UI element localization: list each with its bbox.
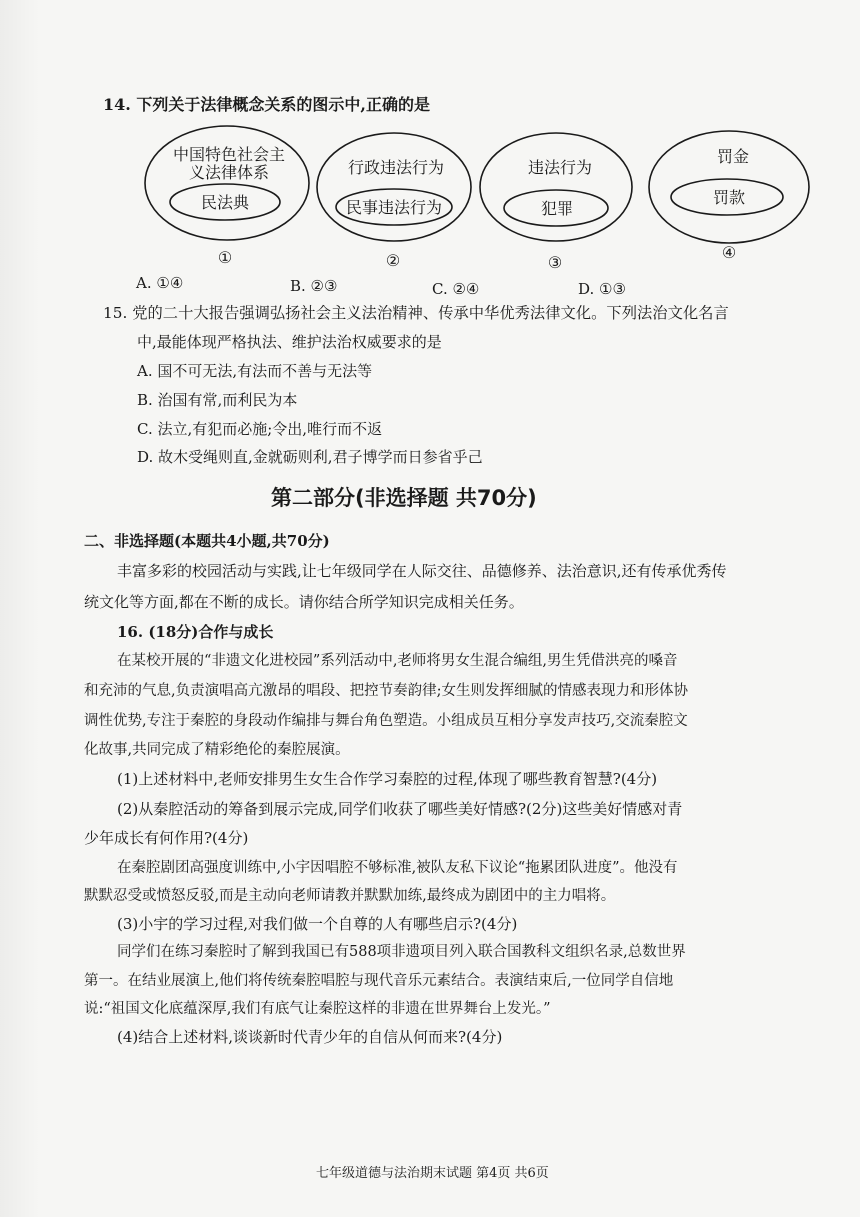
diagram-2-number: ② (385, 251, 401, 270)
diagram-1-number: ① (217, 248, 233, 267)
q16-sub4: (4)结合上述材料,谈谈新时代青少年的自信从何而来?(4分) (117, 1028, 503, 1046)
q14-option-a: A. ①④ (136, 274, 184, 292)
q15-option-b: B. 治国有常,而利民为本 (137, 391, 298, 409)
q16-sub1: (1)上述材料中,老师安排男生女生合作学习秦腔的过程,体现了哪些教育智慧?(4分) (117, 770, 658, 788)
q14-diagrams (0, 0, 860, 300)
q16-sub2-line1: (2)从秦腔活动的筹备到展示完成,同学们收获了哪些美好情感?(2分)这些美好情感对青 (117, 800, 683, 818)
q14-stem: 14. 下列关于法律概念关系的图示中,正确的是 (103, 95, 430, 114)
diagram-1-outer-circle (145, 126, 309, 240)
q16-sub2-line2: 少年成长有何作用?(4分) (84, 829, 249, 847)
q14-option-b: B. ②③ (290, 277, 338, 295)
q15-option-d: D. 故木受绳则直,金就砺则利,君子博学而日参省乎己 (137, 448, 483, 466)
q15-option-a: A. 国不可无法,有法而不善与无法等 (137, 362, 373, 380)
diagram-4-outer-label: 罚金 (716, 147, 750, 166)
q16-material1-line2: 和充沛的气息,负责演唱高亢激昂的唱段、把控节奏韵律;女生则发挥细腻的情感表现力和形体协 (84, 683, 688, 699)
page-footer: 七年级道德与法治期末试题 第4页 共6页 (316, 1166, 549, 1181)
diagram-1-outer-label-line1: 中国特色社会主 (172, 145, 286, 164)
diagram-2-outer-label: 行政违法行为 (347, 158, 445, 177)
q16-material3-line2: 第一。在结业展演上,他们将传统秦腔唱腔与现代音乐元素结合。表演结束后,一位同学自信地 (84, 973, 674, 989)
diagram-3-number: ③ (547, 253, 563, 272)
q15-option-c: C. 法立,有犯而必施;令出,唯行而不返 (137, 420, 383, 438)
q16-material1-line4: 化故事,共同完成了精彩绝伦的秦腔展演。 (84, 742, 350, 758)
q16-title: 16. (18分)合作与成长 (117, 623, 274, 641)
part2-section-text: 二、非选择题(本题共4小题,共70分) (84, 532, 330, 550)
q16-material1-line1: 在某校开展的“非遗文化进校园”系列活动中,老师将男女生混合编组,男生凭借洪亮的嗓音 (117, 653, 678, 669)
q15-stem-line2: 中,最能体现严格执法、维护法治权威要求的是 (137, 333, 442, 351)
diagram-1-outer-label-line2: 义法律体系 (188, 163, 270, 182)
part2-section-title (84, 531, 330, 551)
q16-material3-line3: 说:“祖国文化底蕴深厚,我们有底气让秦腔这样的非遗在世界舞台上发光。” (84, 1001, 551, 1017)
diagram-4-number: ④ (721, 243, 737, 262)
diagram-3-inner-label: 犯罪 (540, 199, 574, 218)
q15-stem-line1: 15. 党的二十大报告强调弘扬社会主义法治精神、传承中华优秀法律文化。下列法治文化名言 (103, 304, 729, 322)
q16-material3-line1: 同学们在练习秦腔时了解到我国已有588项非遗项目列入联合国教科文组织名录,总数世界 (117, 944, 686, 960)
diagram-4-inner-label: 罚款 (712, 188, 746, 207)
q16-material2-line2: 默默忍受或愤怒反驳,而是主动向老师请教并默默加练,最终成为剧团中的主力唱将。 (84, 888, 616, 904)
diagram-1-inner-label: 民法典 (200, 193, 250, 212)
q16-sub3: (3)小宇的学习过程,对我们做一个自尊的人有哪些启示?(4分) (117, 915, 518, 933)
q14-option-d: D. ①③ (578, 280, 626, 298)
diagram-3-outer-label: 违法行为 (527, 158, 593, 177)
part2-heading: 第二部分(非选择题 共70分) (271, 486, 537, 510)
diagram-3-outer-circle (480, 133, 632, 241)
part2-intro-line2: 统文化等方面,都在不断的成长。请你结合所学知识完成相关任务。 (84, 593, 524, 611)
part2-intro-line1: 丰富多彩的校园活动与实践,让七年级同学在人际交往、品德修养、法治意识,还有传承优秀传 (117, 562, 727, 580)
q14-option-c: C. ②④ (432, 280, 480, 298)
q16-material1-line3: 调性优势,专注于秦腔的身段动作编排与舞台角色塑造。小组成员互相分享发声技巧,交流秦腔文 (84, 713, 688, 729)
q16-material2-line1: 在秦腔剧团高强度训练中,小宇因唱腔不够标准,被队友私下议论“拖累团队进度”。他没有 (117, 860, 678, 876)
diagram-2-inner-label: 民事违法行为 (345, 198, 443, 217)
